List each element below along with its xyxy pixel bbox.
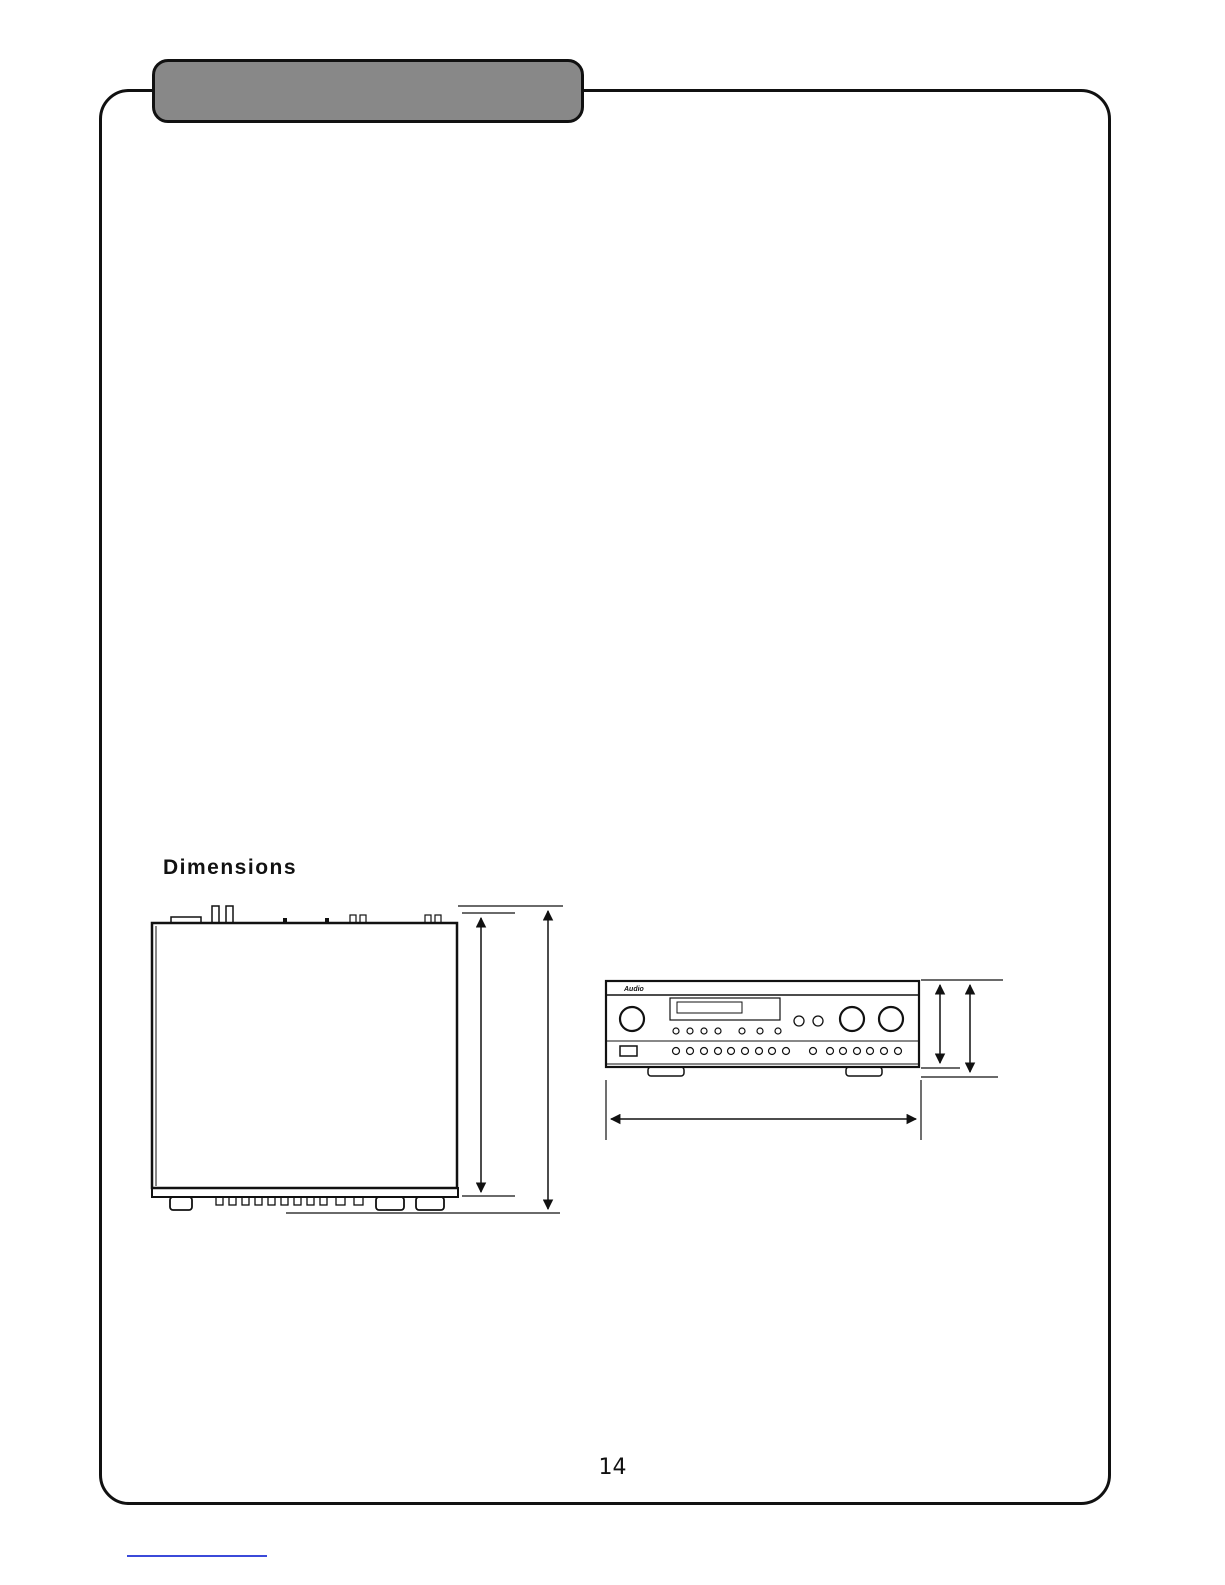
top-view-drawing: [152, 906, 563, 1213]
brand-logo: Audio: [624, 986, 644, 993]
section-title: Dimensions: [163, 856, 298, 879]
front-panel-drawing: [606, 980, 1003, 1140]
footer-link-underline[interactable]: [127, 1555, 267, 1557]
page-number: 14: [598, 1455, 627, 1480]
